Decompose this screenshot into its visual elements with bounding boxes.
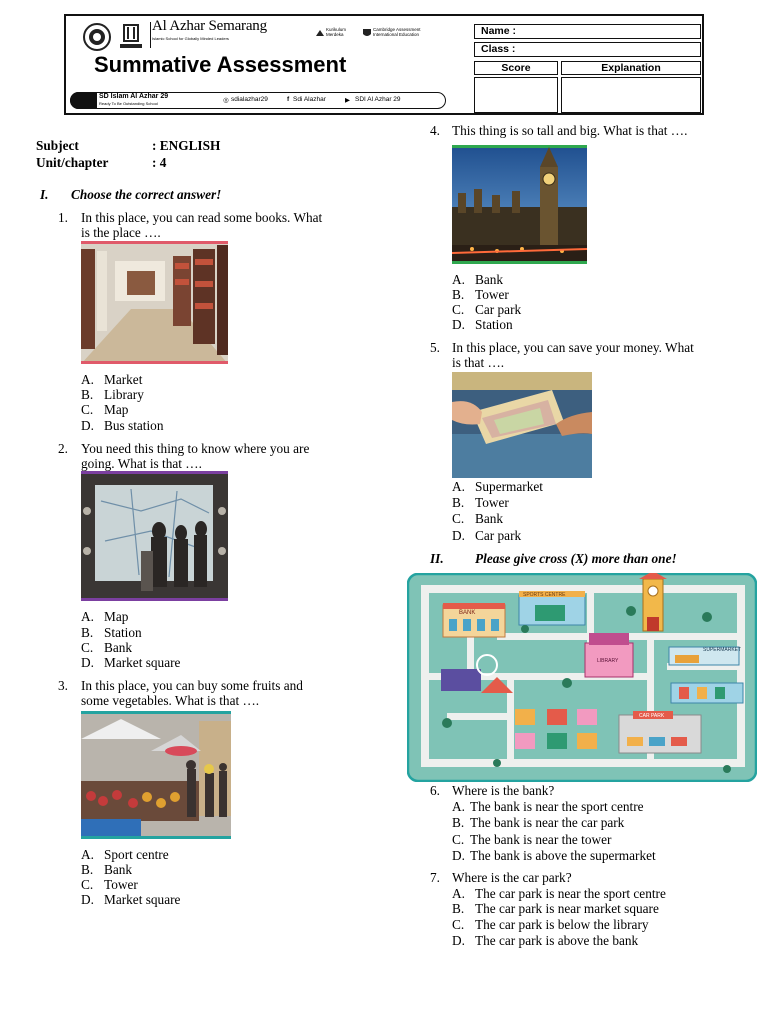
youtube-handle: SDI Al Azhar 29 xyxy=(355,96,401,103)
q3-option-b-letter: B. xyxy=(81,862,94,877)
ypi-logo-icon xyxy=(118,23,144,51)
map-board-photo xyxy=(81,471,228,601)
unit-value: : 4 xyxy=(152,155,167,170)
q2-option-d-letter: D. xyxy=(81,655,94,670)
q3-option-a[interactable]: Sport centre xyxy=(104,847,169,862)
question-1-line-2: is the place …. xyxy=(81,225,161,240)
name-label: Name : xyxy=(481,25,517,37)
question-5-line-1: In this place, you can save your money. What xyxy=(452,340,694,355)
town-map-illustration xyxy=(407,573,757,782)
question-6-number: 6. xyxy=(430,783,440,798)
question-3-line-1: In this place, you can buy some fruits and xyxy=(81,678,303,693)
q5-option-b-letter: B. xyxy=(452,495,465,510)
youtube-icon: ▶ xyxy=(345,97,350,104)
school-tagline: Islamic School for Globally Minded Leaders xyxy=(152,36,229,41)
q7-option-d[interactable]: The car park is above the bank xyxy=(475,933,639,948)
q2-option-c-letter: C. xyxy=(81,640,94,655)
score-header: Score xyxy=(474,61,558,75)
q5-option-d-letter: D. xyxy=(452,528,465,543)
q4-option-a-letter: A. xyxy=(452,272,465,287)
q2-option-a-letter: A. xyxy=(81,609,94,624)
explanation-box[interactable] xyxy=(561,77,701,113)
question-7-line-1: Where is the car park? xyxy=(452,870,572,885)
question-5-number: 5. xyxy=(430,340,440,355)
instagram-handle: sdialazhar29 xyxy=(231,96,268,103)
cambridge-label: Cambridge Assessment International Education xyxy=(373,27,421,37)
question-3-number: 3. xyxy=(58,678,68,693)
map-supermarket-label: SUPERMARKET xyxy=(703,647,742,653)
q4-option-c-letter: C. xyxy=(452,302,465,317)
kurikulum-logo-icon xyxy=(315,28,325,38)
class-field[interactable] xyxy=(474,42,701,57)
q7-option-c-letter: C. xyxy=(452,917,465,932)
q7-option-b[interactable]: The car park is near market square xyxy=(475,901,659,916)
question-4-number: 4. xyxy=(430,123,440,138)
question-1-number: 1. xyxy=(58,210,68,225)
q1-option-b-letter: B. xyxy=(81,387,94,402)
q6-option-a[interactable]: The bank is near the sport centre xyxy=(470,799,644,814)
question-2-line-2: going. What is that …. xyxy=(81,456,202,471)
section-2-numeral: II. xyxy=(430,551,444,566)
q4-option-c[interactable]: Car park xyxy=(475,302,522,317)
map-bank-label: BANK xyxy=(459,610,476,616)
q1-option-b[interactable]: Library xyxy=(104,387,144,402)
cambridge-shield-icon xyxy=(362,28,372,38)
curriculum-label: Kurikulum Merdeka xyxy=(326,27,347,37)
q3-option-c-letter: C. xyxy=(81,877,94,892)
section-1-numeral: I. xyxy=(40,187,49,202)
map-library-label: LIBRARY xyxy=(597,658,619,664)
instagram-icon: ◎ xyxy=(223,97,229,104)
q2-option-a[interactable]: Map xyxy=(104,609,129,624)
q5-option-a-letter: A. xyxy=(452,479,465,494)
document-title: Summative Assessment xyxy=(94,52,347,77)
question-4-line-1: This thing is so tall and big. What is that …. xyxy=(452,123,688,138)
subject-value: : ENGLISH xyxy=(152,138,221,153)
map-sport-label: SPORTS CENTRE xyxy=(523,592,566,598)
market-photo xyxy=(81,711,231,839)
facebook-icon: f xyxy=(287,96,290,103)
question-7-number: 7. xyxy=(430,870,440,885)
q2-option-b[interactable]: Station xyxy=(104,625,142,640)
question-2-number: 2. xyxy=(58,441,68,456)
q4-option-d-letter: D. xyxy=(452,317,465,332)
q6-option-c[interactable]: The bank is near the tower xyxy=(470,832,612,847)
subject-label: Subject xyxy=(36,138,79,153)
section-2-instruction: Please give cross (X) more than one! xyxy=(475,551,677,566)
banner-school: SD Islam Al Azhar 29 xyxy=(99,93,169,100)
map-carpark-label: CAR PARK xyxy=(639,713,665,719)
q5-option-a[interactable]: Supermarket xyxy=(475,479,543,494)
q3-option-d[interactable]: Market square xyxy=(104,892,181,907)
q3-option-b[interactable]: Bank xyxy=(104,862,133,877)
q4-option-a[interactable]: Bank xyxy=(475,272,504,287)
unit-label: Unit/chapter xyxy=(36,155,109,170)
q6-option-b[interactable]: The bank is near the car park xyxy=(470,815,625,830)
q1-option-a[interactable]: Market xyxy=(104,372,143,387)
q7-option-a-letter: A. xyxy=(452,886,465,901)
facebook-handle: Sdi Alazhar xyxy=(293,96,326,103)
name-field[interactable] xyxy=(474,24,701,39)
q7-option-b-letter: B. xyxy=(452,901,465,916)
q3-option-c[interactable]: Tower xyxy=(104,877,138,892)
school-seal-icon xyxy=(82,22,112,52)
q5-option-c-letter: C. xyxy=(452,511,465,526)
money-photo xyxy=(452,372,592,478)
q5-option-b[interactable]: Tower xyxy=(475,495,509,510)
explanation-header: Explanation xyxy=(561,61,701,75)
q1-option-a-letter: A. xyxy=(81,372,94,387)
library-photo xyxy=(81,241,228,364)
question-2-line-1: You need this thing to know where you are xyxy=(81,441,310,456)
question-3-line-2: some vegetables. What is that …. xyxy=(81,693,260,708)
class-label: Class : xyxy=(481,43,516,55)
question-1-line-1: In this place, you can read some books. What xyxy=(81,210,323,225)
social-banner xyxy=(70,92,446,109)
q5-option-c[interactable]: Bank xyxy=(475,511,504,526)
q3-option-d-letter: D. xyxy=(81,892,94,907)
section-1-instruction: Choose the correct answer! xyxy=(71,187,222,202)
banner-motto: Ready To Be Outstanding School xyxy=(99,101,158,106)
q3-option-a-letter: A. xyxy=(81,847,94,862)
q6-option-d[interactable]: The bank is above the supermarket xyxy=(470,848,656,863)
question-5-line-2: is that …. xyxy=(452,355,505,370)
q1-option-c-letter: C. xyxy=(81,402,94,417)
q7-option-d-letter: D. xyxy=(452,933,465,948)
q6-option-b-letter: B. xyxy=(452,815,465,830)
q2-option-c[interactable]: Bank xyxy=(104,640,133,655)
q4-option-b[interactable]: Tower xyxy=(475,287,509,302)
question-6-line-1: Where is the bank? xyxy=(452,783,555,798)
q6-option-c-letter: C. xyxy=(452,832,465,847)
q6-option-a-letter: A. xyxy=(452,799,465,814)
q4-option-d[interactable]: Station xyxy=(475,317,513,332)
q7-option-a[interactable]: The car park is near the sport centre xyxy=(475,886,666,901)
big-ben-photo xyxy=(452,145,587,264)
score-box[interactable] xyxy=(474,77,558,113)
q7-option-c[interactable]: The car park is below the library xyxy=(475,917,649,932)
q2-option-d[interactable]: Market square xyxy=(104,655,181,670)
banner-cap xyxy=(70,92,97,109)
assessment-header xyxy=(64,14,704,115)
q1-option-d[interactable]: Bus station xyxy=(104,418,164,433)
q1-option-c[interactable]: Map xyxy=(104,402,129,417)
q5-option-d[interactable]: Car park xyxy=(475,528,522,543)
q2-option-b-letter: B. xyxy=(81,625,94,640)
q6-option-d-letter: D. xyxy=(452,848,465,863)
school-name: Al Azhar Semarang xyxy=(152,18,267,34)
q1-option-d-letter: D. xyxy=(81,418,94,433)
q4-option-b-letter: B. xyxy=(452,287,465,302)
